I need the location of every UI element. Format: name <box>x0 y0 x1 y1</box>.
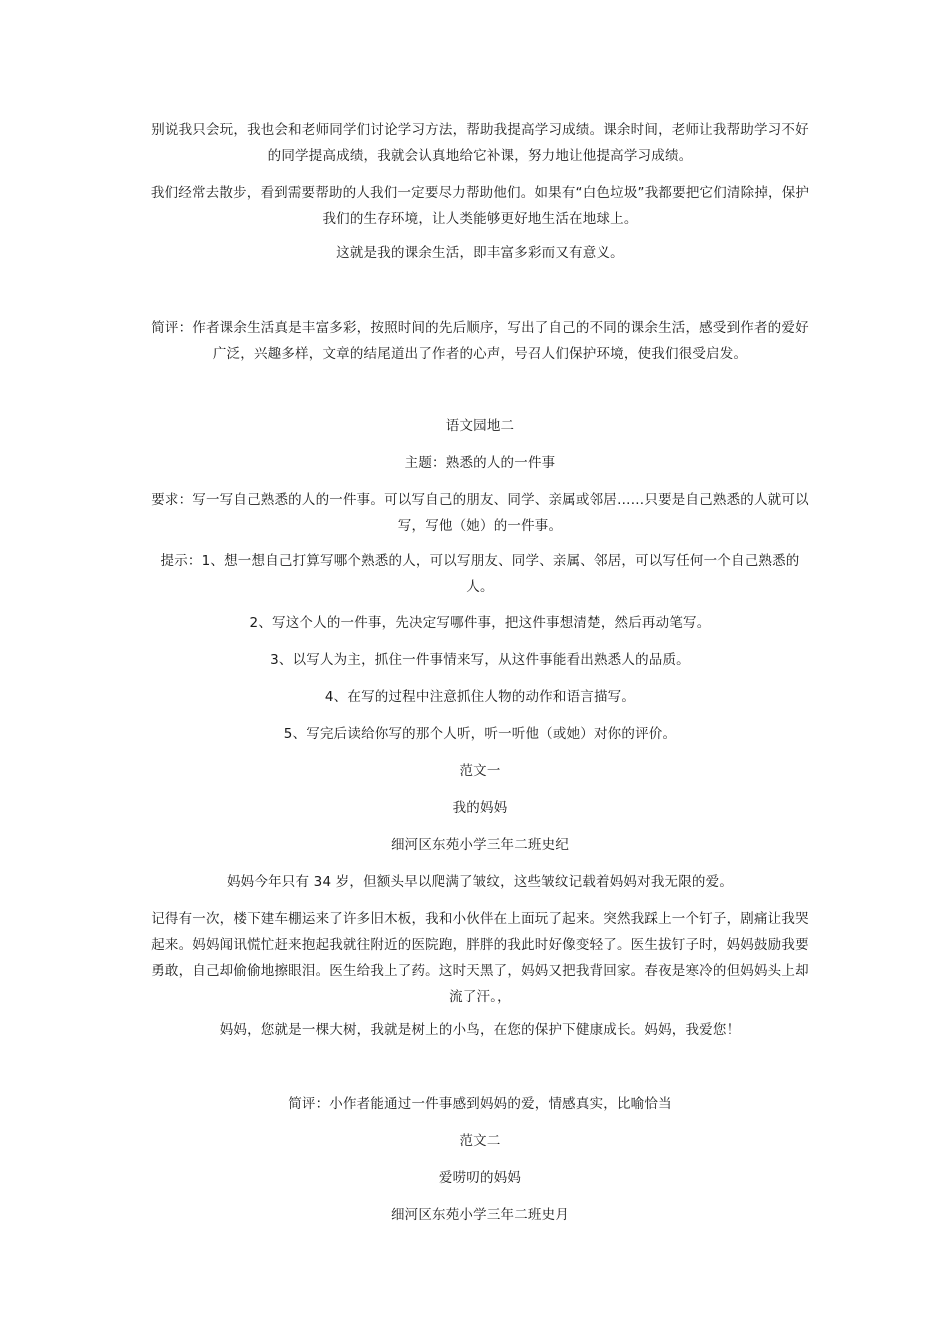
topic-line: 主题：熟悉的人的一件事 <box>404 455 556 471</box>
hint-item-5: 5、写完后读给你写的那个人听，听一听他（或她）对你的评价。 <box>283 726 677 742</box>
sample-2-title: 爱唠叨的妈妈 <box>438 1170 522 1186</box>
hint-item-2: 2、写这个人的一件事，先决定写哪件事，把这件事想清楚，然后再动笔写。 <box>249 615 711 631</box>
sample-1-author: 细河区东苑小学三年二班史纪 <box>390 837 570 853</box>
hint-item-3: 3、以写人为主，抓住一件事情来写，从这件事能看出熟悉人的品质。 <box>270 652 690 668</box>
sample-2-author: 细河区东苑小学三年二班史月 <box>390 1207 570 1223</box>
sample-1-paragraph-1: 妈妈今年只有 34 岁，但额头早以爬满了皱纹，这些皱纹记载着妈妈对我无限的爱。 <box>226 874 734 890</box>
requirement-paragraph: 要求：写一写自己熟悉的人的一件事。可以写自己的朋友、同学、亲属或邻居……只要是自己熟悉的人就可以写，写他（她）的一件事。 <box>151 492 809 534</box>
sample-1-review: 简评：小作者能通过一件事感到妈妈的爱，情感真实，比喻恰当 <box>288 1096 672 1112</box>
sample-1-label: 范文一 <box>459 763 501 779</box>
paragraph-conclusion: 这就是我的课余生活，即丰富多彩而又有意义。 <box>336 245 624 261</box>
sample-1-title: 我的妈妈 <box>452 800 508 816</box>
hint-paragraph: 提示：1、想一想自己打算写哪个熟悉的人，可以写朋友、同学、亲属、邻居，可以写任何一个自己熟悉的人。 <box>160 553 800 595</box>
section-heading: 语文园地二 <box>445 418 515 434</box>
sample-2-label: 范文二 <box>459 1133 501 1149</box>
hint-item-4: 4、在写的过程中注意抓住人物的动作和语言描写。 <box>324 689 636 705</box>
paragraph-review-1: 简评：作者课余生活真是丰富多彩，按照时间的先后顺序，写出了自己的不同的课余生活，感受到作者的爱好广泛，兴趣多样，文章的结尾道出了作者的心声，号召人们保护环境，使我们很受启发。 <box>151 320 809 362</box>
sample-1-paragraph-2: 记得有一次，楼下建车棚运来了许多旧木板，我和小伙伴在上面玩了起来。突然我踩上一个钉子，剧痛让我哭起来。妈妈闻讯慌忙赶来抱起我就往附近的医院跑，胖胖的我此时好像变轻了。医生拔钉子时，妈妈鼓励我要勇敢，自己却偷偷地擦眼泪。医生给我上了药。这时天黑了，妈妈又把我背回家。春夜是寒冷的但妈妈头上却流了汗。， <box>151 911 809 1005</box>
paragraph-play-and-study: 别说我只会玩，我也会和老师同学们讨论学习方法，帮助我提高学习成绩。课余时间，老师让我帮助学习不好的同学提高成绩，我就会认真地给它补课，努力地让他提高学习成绩。 <box>151 122 809 164</box>
paragraph-walking-helping: 我们经常去散步，看到需要帮助的人我们一定要尽力帮助他们。如果有“白色垃圾”我都要把它们清除掉，保护我们的生存环境，让人类能够更好地生活在地球上。 <box>150 185 810 227</box>
sample-1-paragraph-3: 妈妈，您就是一棵大树，我就是树上的小鸟，在您的保护下健康成长。妈妈，我爱您！ <box>219 1022 741 1038</box>
